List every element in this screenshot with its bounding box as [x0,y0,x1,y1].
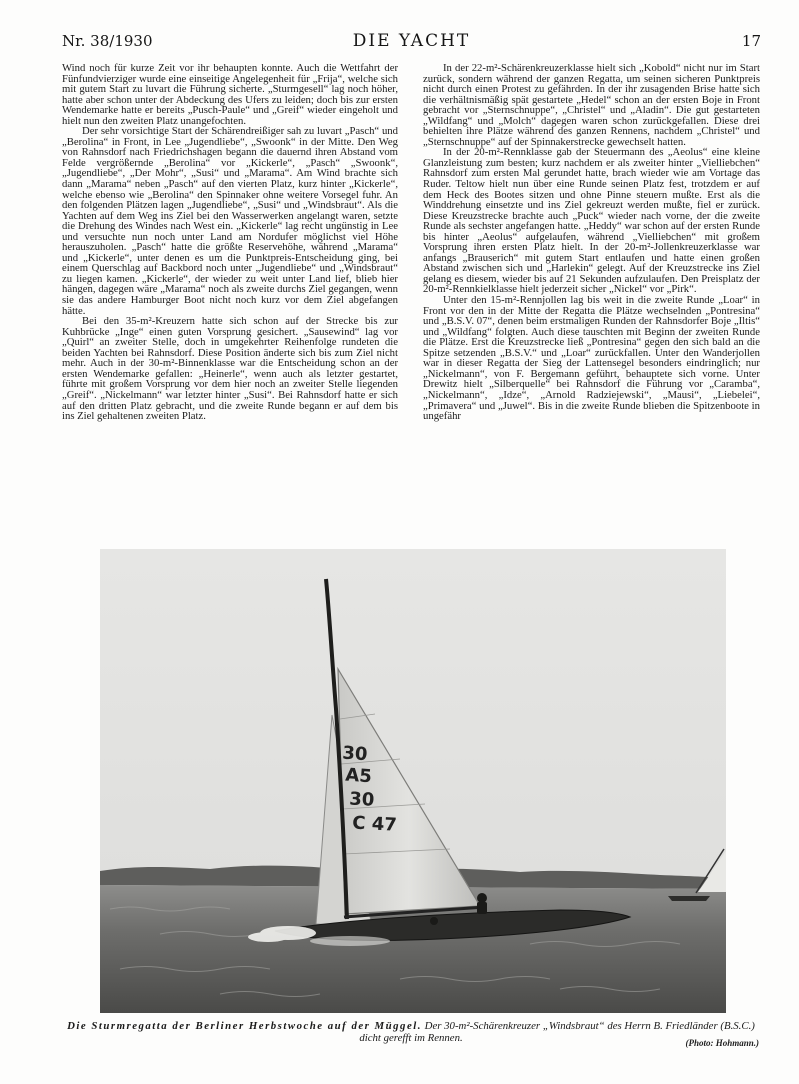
sail-number-3: 30 [348,788,375,811]
left-paragraph-2: Der sehr vorsichtige Start der Schärendreißiger sah zu luvart „Pasch“ und „Berolina“ in Front, in Lee „Jugendliebe“, „Swoonk“ in der Mitte. Den Weg von Rahnsdorf nach Friedrichshagen begann die dauernd ihren Abstand vom Felde vergrößernde „Berolina“ vor „Kickerle“, „Pasch“ „Swoonk“, „Jugendliebe“, „Der Mohr“, „Susi“ und „Marama“. Am Wind brachte sich dann „Marama“ neben „Pasch“ auf den vierten Platz, kurz hinter „Kickerle“, welche ebenso wie „Berolina“ den Spinnaker ohne weitere Vorsegel fuhr. An den folgenden Plätzen lagen „Jugendliebe“, „Susi“ und „Windsbraut“. Als die Yachten auf dem Weg ins Ziel bei den Wasserwerken angelangt waren, setzte die Drehung des Windes nach West ein. „Kickerle“ lag recht ungünstig in Lee und versuchte nun noch unter Land am Nordufer möglichst viel Höhe herauszuholen. „Pasch“ hatte die größte Reservehöhe, während „Marama“ und „Kickerle“, unter denen es um die Punktpreis-Entscheidung ging, bei einem Querschlag auf Backbord noch unter „Jugendliebe“ und „Windsbraut“ zu liegen kamen. „Kickerle“, der wieder zu weit unter Land lief, blieb hier hängen, dagegen wäre „Marama“ noch als zweite durchs Ziel gegangen, wenn sie das andere Hamburger Boot nicht noch kurz vor dem Ziel abgefangen hätte. [62,125,398,317]
regatta-photo [100,549,726,1013]
photo-caption [62,1020,760,1044]
right-paragraph-1: In der 22-m²-Schärenkreuzerklasse hielt sich „Kobold“ nicht nur im Start zurück, sondern während der ganzen Regatta, um seinen sicheren Punktpreis nicht durch einen Protest zu gefährden. In der ihr zusagenden Brise hatte sich die verhältnismäßig spät gestartete „Hedel“ schon an der ersten Boje in Front gebracht vor „Sternschnuppe“, „Christel“ und „Aladin“. Die gut gestarteten „Wildfang“ und „Molch“ dagegen waren schon zurückgefallen. Diese drei behielten ihre Plätze während des ganzen Rennens, nachdem „Christel“ und „Sternschnuppe“ auf der Spinnakerstrecke gewechselt hatten. [423,62,760,148]
issue-number: Nr. 38/1930 [62,32,153,50]
photo-credit: (Photo: Hohmann.) [685,1038,759,1048]
sail-number-4: C 47 [351,812,398,836]
right-paragraph-2: In der 20-m²-Rennklasse gab der Steuermann des „Aeolus“ eine kleine Glanzleistung zum besten; kurz nachdem er als zweiter hinter „Vielliebchen“ Rahnsdorf zum ersten Mal gerundet hatte, brach wieder wie am Vortage das Ruder. Teltow hielt nun über eine Runde seinen Platz fest, trotzdem er auf dem Heck des Bootes sitzen und ohne Pinne steuern mußte. Erst als die Winddrehung einsetzte und ins Ziel gekreuzt werden mußte, fiel er zurück. Diese Kreuzstrecke brachte auch „Puck“ wieder nach vorne, der die zweite Runde als sechster angefangen hatte. „Heddy“ war schon auf der ersten Runde bis hinter „Aeolus“ aufgelaufen, während „Vielliebchen“ mit großem Vorsprung ihren ersten Platz hielt. In der 20-m²-Jollenkreuzerklasse war anfangs „Brauserich“ mit gutem Start entlaufen und hatte einen großen Abstand zwischen sich und „Harlekin“ gelegt. Auf der Kreuzstrecke ins Ziel gelang es diesem, wieder bis auf 21 Sekunden aufzulaufen. Den Preisplatz der 20-m²-Rennkielklasse hielt jederzeit sicher „Nickel“ vor „Pirk“. [423,146,760,296]
sail-number-1: 30 [341,742,369,766]
page-number: 17 [741,32,761,50]
right-paragraph-3: Unter den 15-m²-Rennjollen lag bis weit in die zweite Runde „Loar“ in Front vor den in der Mitte der Regatta die Plätze wechselnden „Pontresina“ und „B.S.V. 07“, denen beim erstmaligen Runden der Rahnsdorfer Boje „Iltis“ und „Wildfang“ folgten. Auch diese tauschten mit Beginn der zweiten Runde die Plätze. Erst die Kreuzstrecke ließ „Pontresina“ gegen den sich bald an die Spitze setzenden „B.S.V.“ und „Loar“ zurückfallen. Unter den Wanderjollen war in dieser Regatta der Sieg der Lattensegel besonders eindringlich; nur „Nickelmann“, von F. Bergemann geführt, behauptete sich vorne. Unter Drewitz hielt „Silberquelle“ bei Rahnsdorf die Führung vor „Caramba“, „Nickelmann“, „Idze“, „Arnold Radziejewski“, „Mausi“, „Liebelei“, „Primavera“ und „Juwel“. Bis in die zweite Runde blieben die Spitzenboote in ungefähr [423,294,760,423]
caption-text: Der 30-m²-Schärenkreuzer „Windsbraut“ des Herrn B. Friedländer (B.S.C.) dicht gerefft im Rennen. [359,1020,755,1044]
right-column [423,63,760,422]
caption-title: Die Sturmregatta der Berliner Herbstwoche auf der Müggel. [67,1020,422,1032]
left-paragraph-1: Wind noch für kurze Zeit vor ihr behaupten konnte. Auch die Wettfahrt der Fünfundvierziger wurde eine einseitige Angelegenheit für „Frija“, welche sich mit gutem Start zu luvart die Führung sicherte. „Sturmgesell“ lag noch höher, hatte aber schon unter der Abdeckung des Ufers zu leiden; doch bis zur ersten Wendemarke hatte er bereits „Pusch-Paule“ und „Greif“ wieder eingeholt und hielt nun den zweiten Platz unangefochten. [62,62,398,127]
sailboat-photo-svg [100,549,726,1013]
sail-number-2: A5 [344,764,373,788]
page-header [62,32,761,54]
left-column [62,63,398,422]
left-paragraph-3: Bei den 35-m²-Kreuzern hatte sich schon auf der Strecke bis zur Kuhbrücke „Inge“ einen guten Vorsprung gesichert. „Sausewind“ lag vor „Quirl“ an zweiter Stelle, doch in umgekehrter Reihenfolge rundeten die beiden Yachten bei Rahnsdorf. Diese Position änderte sich bis zum Ziel nicht mehr. Auch in der 30-m²-Binnenklasse war die Entscheidung schon an der ersten Wendemarke gefallen: „Heinerle“, wenn auch als letzter gestartet, führte mit großem Vorsprung vor dem hier noch an zweiter Stelle liegenden „Greif“. „Nickelmann“ war letzter hinter „Susi“. Bei Rahnsdorf hatte er sich auf den dritten Platz gebracht, und die zweite Runde begann er auf dem bis ins Ziel gehaltenen zweiten Platz. [62,315,398,423]
magazine-title: DIE YACHT [352,31,471,51]
